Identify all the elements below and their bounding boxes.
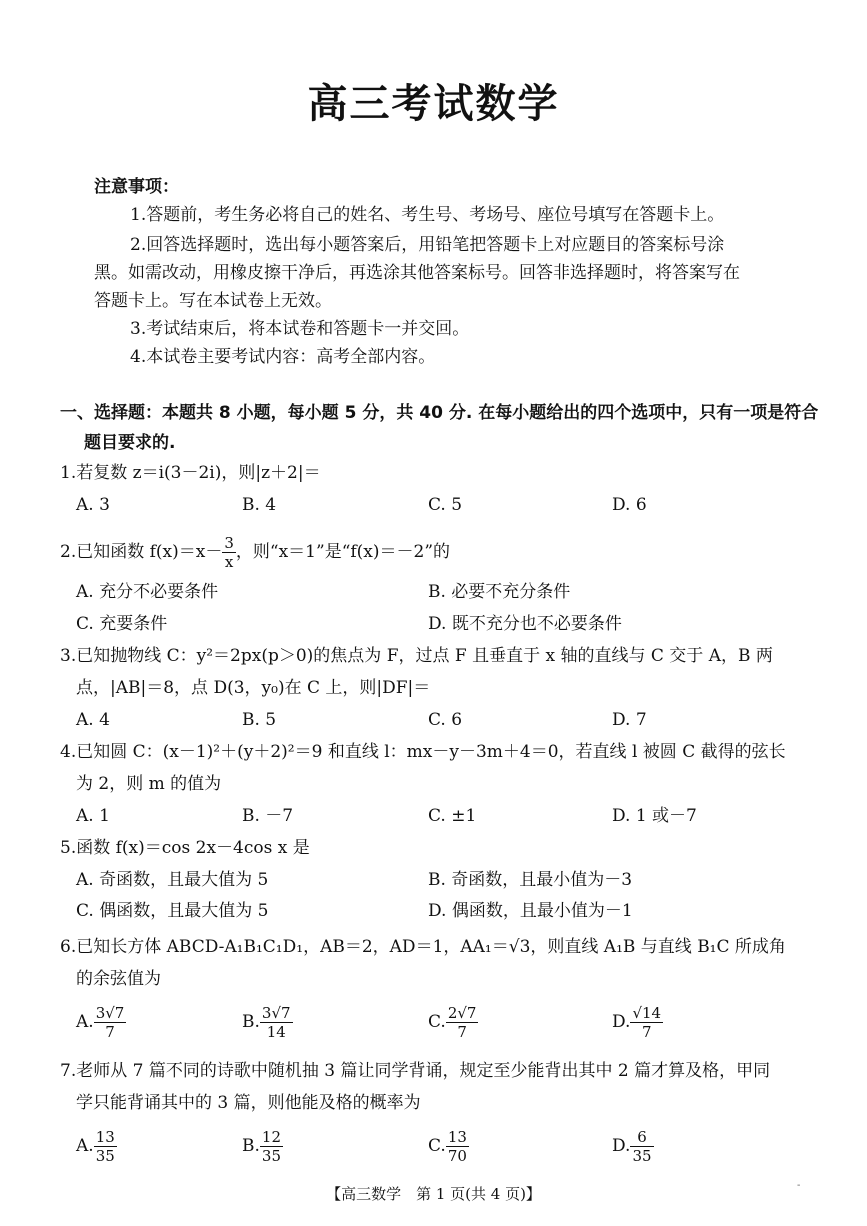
question-4-option-b: B. －7 [242,806,294,826]
fraction-denominator: 7 [105,1023,115,1041]
option-label: B. [242,1012,260,1032]
question-1-option-b: B. 4 [242,495,277,515]
section-heading-line-1: 一、选择题：本题共 8 小题，每小题 5 分，共 40 分. 在每小题给出的四个选项中，只有一项是符合 [60,403,819,423]
question-5-option-a: A. 奇函数，且最大值为 5 [76,870,269,890]
notice-line-4: 4.本试卷主要考试内容：高考全部内容。 [130,347,436,367]
question-7-option-c [428,1128,469,1165]
question-6-option-b [242,1004,293,1041]
question-7-option-a [76,1128,117,1165]
question-6-option-c [428,1004,478,1041]
option-fraction [260,1128,283,1165]
fraction-denominator: 35 [261,1147,281,1165]
fraction-denominator: 14 [266,1023,286,1041]
option-fraction [630,1128,653,1165]
notice-line-1: 1.答题前，考生务必将自己的姓名、考生号、考场号、座位号填写在答题卡上。 [130,205,725,225]
question-3-option-c: C. 6 [428,710,463,730]
option-fraction [446,1004,479,1041]
fraction-denominator: 7 [641,1023,652,1041]
notice-line-2c: 答题卡上。写在本试卷上无效。 [94,291,332,311]
corner-mark: - [797,1180,801,1191]
fraction-denominator: x [224,553,234,571]
fraction-denominator: 7 [457,1023,467,1041]
question-1-stem: 1.若复数 z＝i(3－2i)，则|z＋2|＝ [60,463,321,483]
option-label: C. [428,1136,446,1156]
fraction-numerator: 13 [447,1128,467,1146]
fraction-numerator: 3 [224,534,234,552]
fraction-denominator: 70 [447,1147,467,1165]
fraction-numerator: 12 [261,1128,281,1146]
option-label: D. [612,1136,631,1156]
question-6-stem-1: 6.已知长方体 ABCD-A₁B₁C₁D₁，AB＝2，AD＝1，AA₁＝√3，则直线 A₁B 与直线 B₁C 所成角 [60,937,786,957]
option-fraction [630,1004,663,1041]
page-title: 高三考试数学 [307,81,560,127]
question-3-option-b: B. 5 [242,710,277,730]
question-4-option-c: C. ±1 [428,806,477,826]
question-4-stem-2: 为 2，则 m 的值为 [76,774,222,794]
question-5-stem: 5.函数 f(x)＝cos 2x－4cos x 是 [60,838,310,858]
question-2-option-d: D. 既不充分也不必要条件 [428,614,622,634]
question-1-option-a: A. 3 [76,495,110,515]
option-label: B. [242,1136,260,1156]
question-6-option-a [76,1004,126,1041]
notice-line-2a: 2.回答选择题时，选出每小题答案后，用铅笔把答题卡上对应题目的答案标号涂 [130,235,725,255]
option-label: A. [76,1012,94,1032]
fraction-denominator: 35 [95,1147,115,1165]
question-1-option-d: D. 6 [612,495,647,515]
option-fraction [94,1004,127,1041]
fraction-numerator: 6 [630,1128,653,1147]
option-label: D. [612,1012,631,1032]
question-1-option-c: C. 5 [428,495,463,515]
question-4-option-d: D. 1 或－7 [612,806,697,826]
question-5-option-b: B. 奇函数，且最小值为－3 [428,870,633,890]
question-7-stem-2: 学只能背诵其中的 3 篇，则他能及格的概率为 [76,1093,421,1113]
page-footer: 【高三数学 第 1 页(共 4 页)】 [326,1185,541,1203]
fraction-numerator: √14 [632,1004,662,1022]
question-2-stem-pre: 2.已知函数 f(x)＝x－ [60,542,223,562]
fraction-denominator: 35 [632,1147,652,1165]
question-3-option-d: D. 7 [612,710,647,730]
question-3-stem-2: 点，|AB|＝8，点 D(3，y₀)在 C 上，则|DF|＝ [76,678,431,698]
fraction-numerator: 13 [95,1128,115,1146]
notice-line-3: 3.考试结束后，将本试卷和答题卡一并交回。 [130,319,470,339]
question-4-stem-1: 4.已知圆 C：(x－1)²＋(y＋2)²＝9 和直线 l：mx－y－3m＋4＝0，若直线 l 被圆 C 截得的弦长 [60,742,786,762]
section-heading-line-2: 题目要求的. [84,433,176,453]
notice-heading: 注意事项： [94,177,179,197]
question-2-stem-post: ，则“x＝1”是“f(x)＝－2”的 [235,542,451,562]
question-2-stem [60,534,450,571]
question-6-stem-2: 的余弦值为 [76,969,161,989]
question-6-option-d [612,1004,663,1041]
question-2-fraction [222,534,236,571]
question-2-option-a: A. 充分不必要条件 [76,582,219,602]
question-7-option-b [242,1128,283,1165]
option-label: C. [428,1012,446,1032]
option-fraction [260,1004,293,1041]
question-5-option-d: D. 偶函数，且最小值为－1 [428,901,633,921]
question-3-option-a: A. 4 [76,710,110,730]
question-7-stem-1: 7.老师从 7 篇不同的诗歌中随机抽 3 篇让同学背诵，规定至少能背出其中 2 篇才算及格，甲同 [60,1061,771,1081]
question-5-option-c: C. 偶函数，且最大值为 5 [76,901,269,921]
fraction-numerator: 3√7 [261,1004,291,1022]
question-4-option-a: A. 1 [76,806,110,826]
question-2-option-b: B. 必要不充分条件 [428,582,571,602]
fraction-numerator: 3√7 [95,1004,125,1022]
fraction-numerator: 2√7 [447,1004,477,1022]
question-2-option-c: C. 充要条件 [76,614,168,634]
option-fraction [446,1128,469,1165]
option-label: A. [76,1136,94,1156]
option-fraction [94,1128,117,1165]
notice-line-2b: 黑。如需改动，用橡皮擦干净后，再选涂其他答案标号。回答非选择题时，将答案写在 [94,263,740,283]
question-3-stem-1: 3.已知抛物线 C：y²＝2px(p＞0)的焦点为 F，过点 F 且垂直于 x 轴的直线与 C 交于 A，B 两 [60,646,773,666]
question-7-option-d [612,1128,654,1165]
